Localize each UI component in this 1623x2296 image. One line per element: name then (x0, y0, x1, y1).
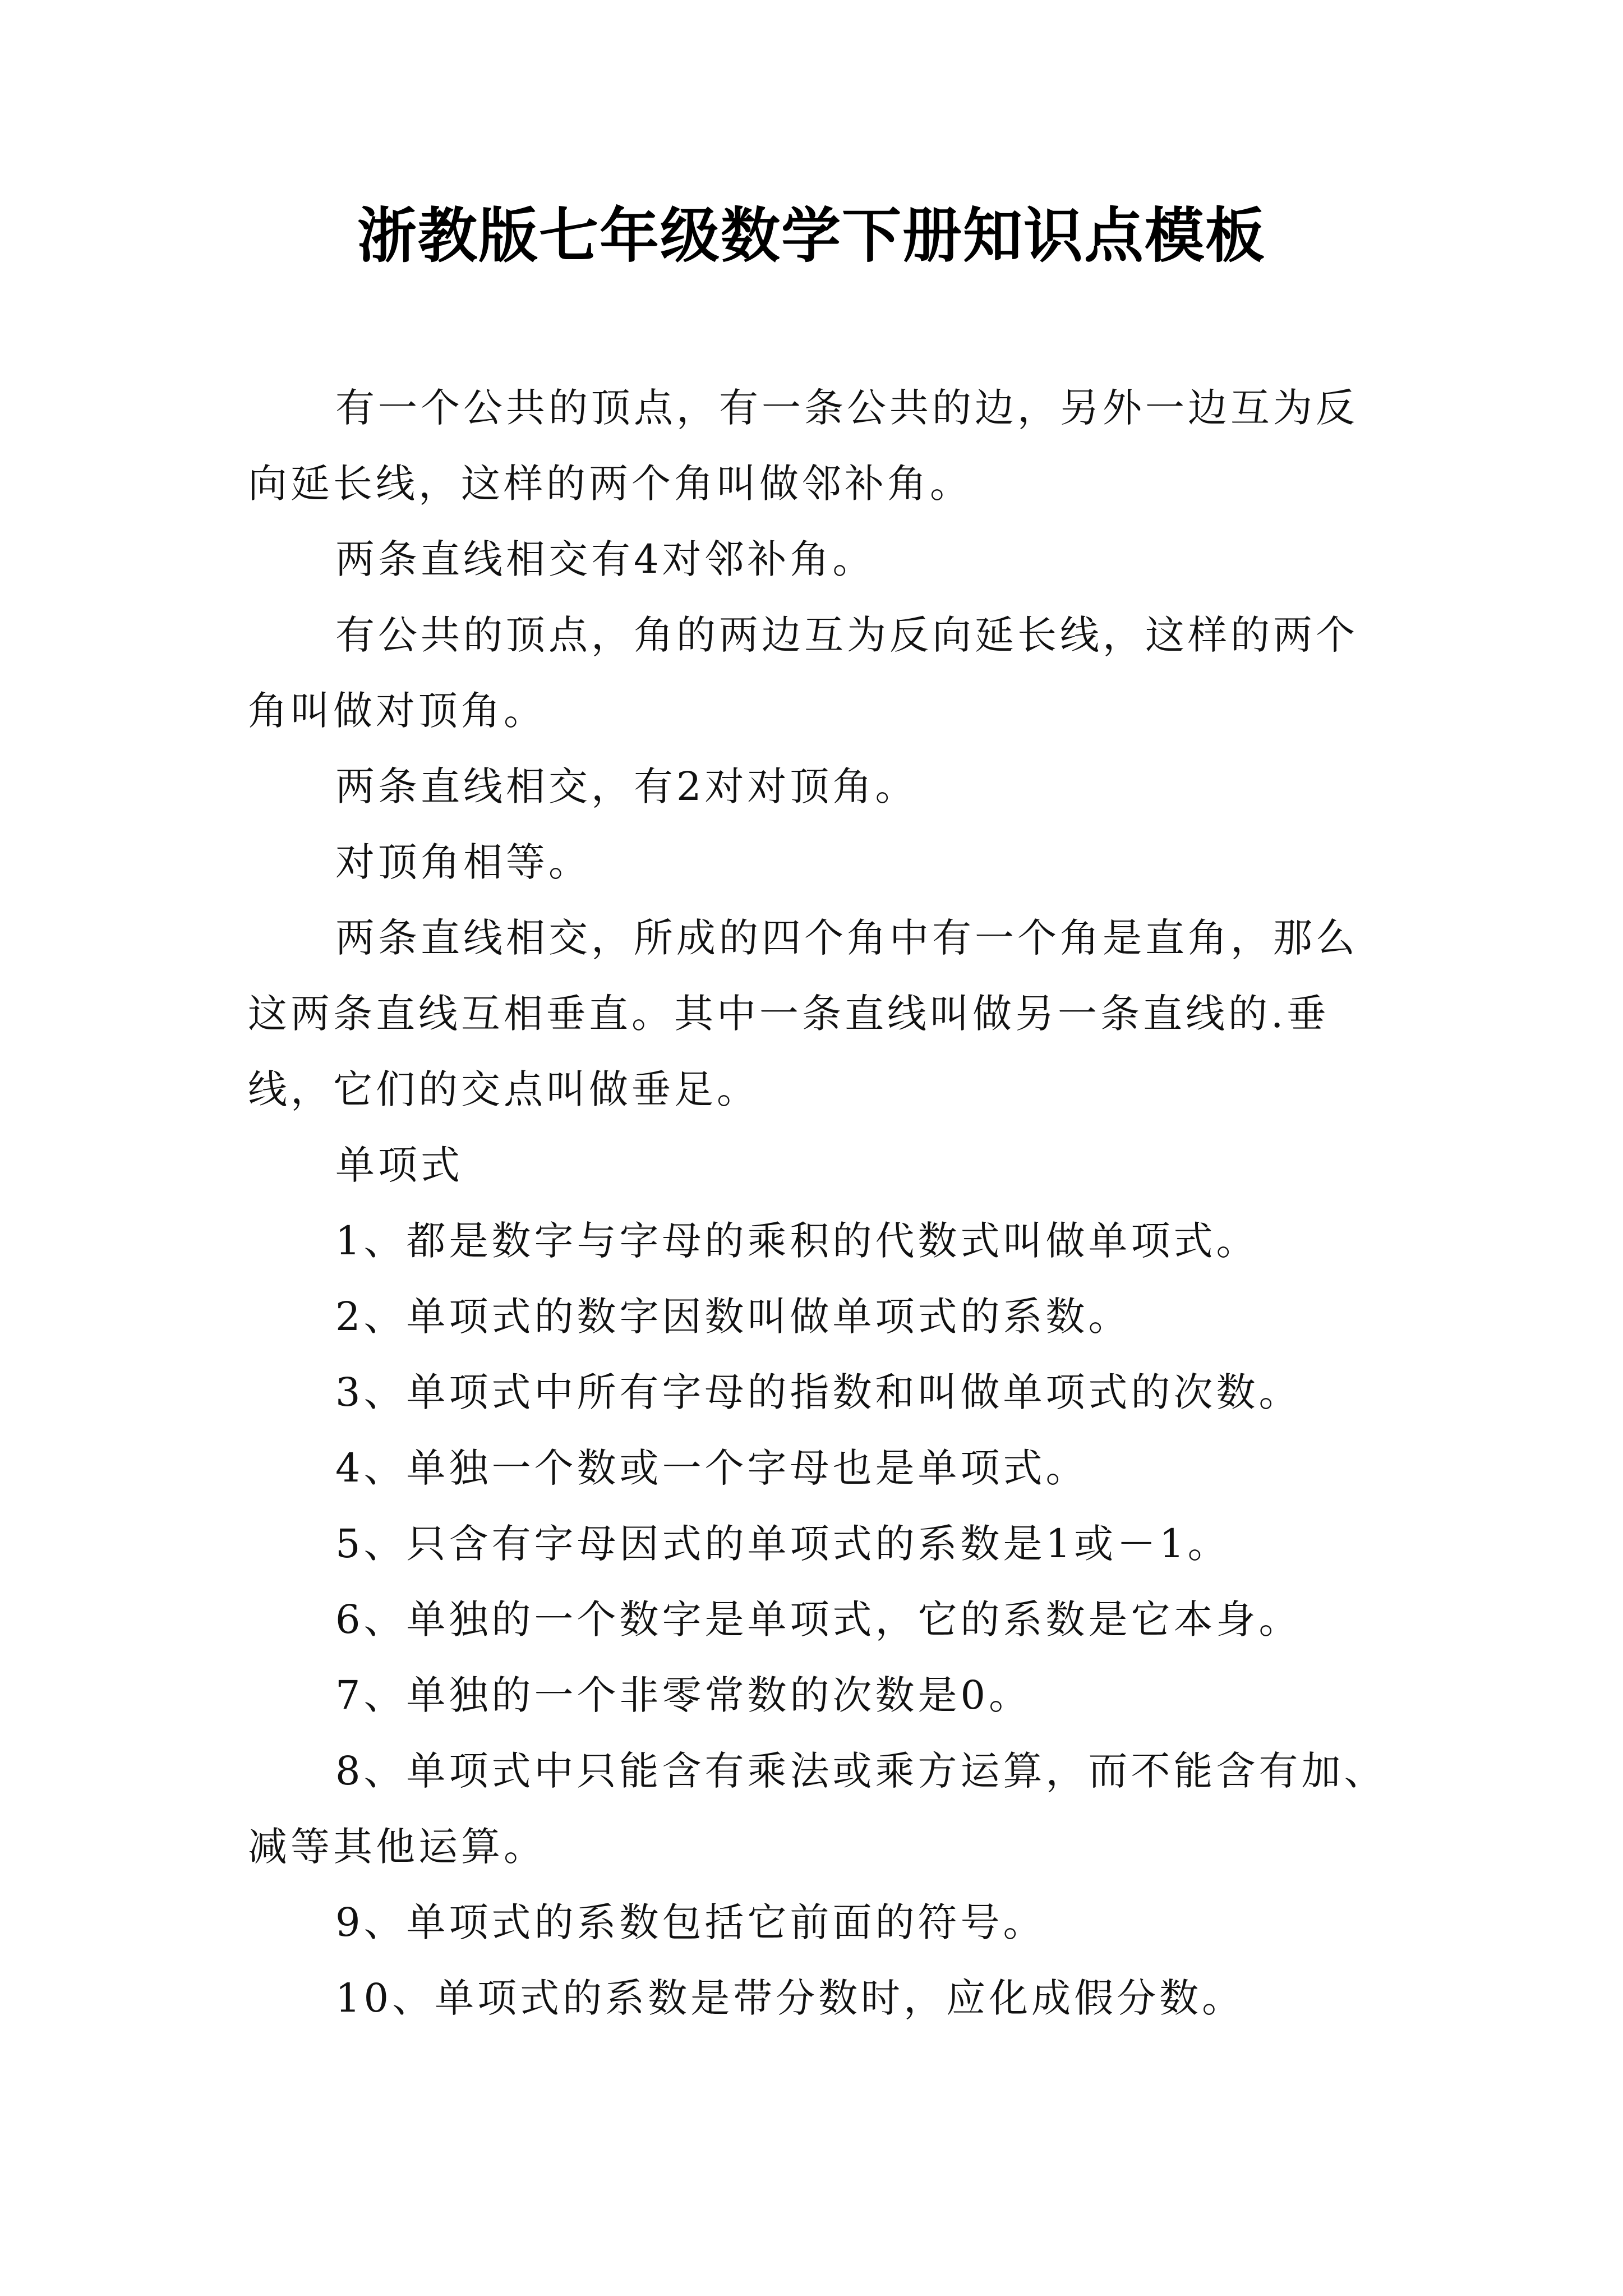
paragraph-perpendicular-definition: 两条直线相交，所成的四个角中有一个角是直角，那么这两条直线互相垂直。其中一条直线叫做另一条直线的.垂线，它们的交点叫做垂足。 (248, 915, 1358, 1112)
paragraph-adjacent-supplementary-count: 两条直线相交有4对邻补角。 (335, 536, 875, 582)
paragraph-adjacent-supplementary-definition: 有一个公共的顶点，有一条公共的边，另外一边互为反向延长线，这样的两个角叫做邻补角。 (248, 385, 1358, 507)
list-item-10: 10、单项式的系数是带分数时，应化成假分数。 (335, 1975, 1245, 2021)
list-item-6: 6、单独的一个数字是单项式，它的系数是它本身。 (335, 1596, 1302, 1642)
list-item-3: 3、单项式中所有字母的指数和叫做单项式的次数。 (335, 1369, 1302, 1415)
section-heading-monomial: 单项式 (335, 1142, 463, 1188)
list-item-1: 1、都是数字与字母的乘积的代数式叫做单项式。 (335, 1218, 1259, 1264)
paragraph-vertical-angles-definition: 有公共的顶点，角的两边互为反向延长线，这样的两个角叫做对顶角。 (248, 612, 1358, 734)
document-body (248, 370, 1392, 2036)
list-item-8: 8、单项式中只能含有乘法或乘方运算，而不能含有加、减等其他运算。 (248, 1748, 1387, 1870)
list-item-4: 4、单独一个数或一个字母也是单项式。 (335, 1445, 1089, 1491)
document-title: 浙教版七年级数学下册知识点模板 (357, 200, 1266, 270)
list-item-5: 5、只含有字母因式的单项式的系数是1或－1。 (335, 1521, 1230, 1567)
list-item-9: 9、单项式的系数包括它前面的符号。 (335, 1899, 1046, 1945)
paragraph-vertical-angles-count: 两条直线相交，有2对对顶角。 (335, 763, 918, 809)
list-item-2: 2、单项式的数字因数叫做单项式的系数。 (335, 1294, 1131, 1340)
paragraph-vertical-angles-equal: 对顶角相等。 (335, 839, 591, 885)
list-item-7: 7、单独的一个非零常数的次数是0。 (335, 1672, 1032, 1718)
